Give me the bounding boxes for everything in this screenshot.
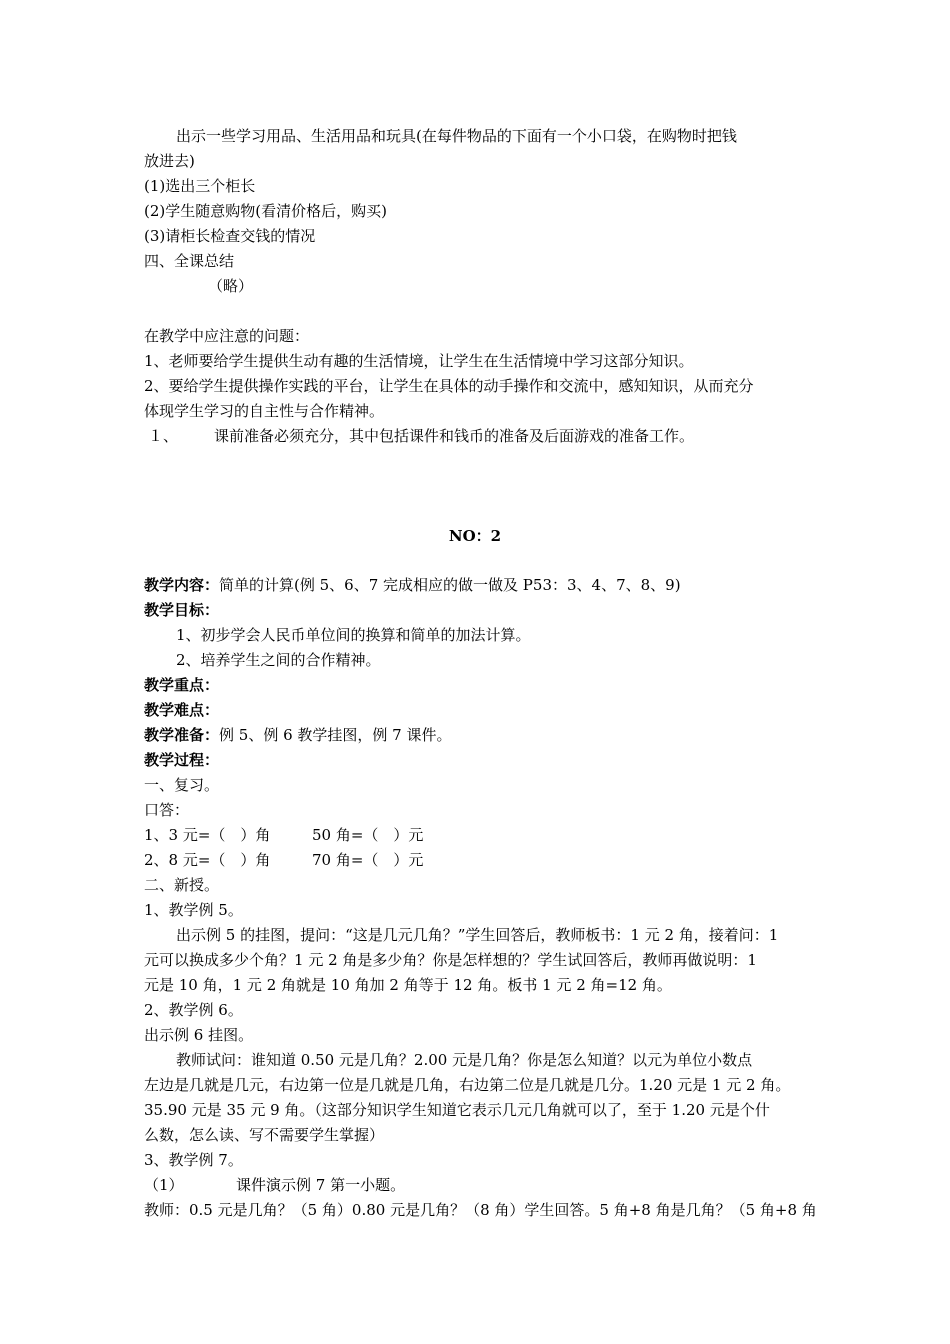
section-title: NO：2 [448, 527, 502, 545]
teaching-content-label: 教学内容： [144, 576, 220, 594]
note-1: 1、老师要给学生提供生动有趣的生活情境，让学生在生活情境中学习这部分知识。 [144, 352, 694, 370]
question-1a: 1、3 元=（ ）角 [144, 826, 271, 844]
example-7-title: 3、教学例 7。 [144, 1151, 243, 1169]
summary-heading: 四、全课总结 [144, 252, 235, 270]
review-heading: 一、复习。 [144, 776, 220, 794]
note-3-text: 课前准备必须充分，其中包括课件和钱币的准备及后面游戏的准备工作。 [214, 427, 695, 445]
question-row-2 [144, 850, 824, 870]
step-1: (1)选出三个柜长 [144, 177, 256, 195]
question-2a: 2、8 元=（ ）角 [144, 851, 271, 869]
teaching-content-text: 简单的计算(例 5、6、7 完成相应的做一做及 P53：3、4、7、8、9) [219, 576, 681, 594]
example-6-title: 2、教学例 6。 [144, 1001, 243, 1019]
example-5-title: 1、教学例 5。 [144, 901, 243, 919]
new-lesson-heading: 二、新授。 [144, 876, 220, 894]
goal-2: 2、培养学生之间的合作精神。 [176, 651, 381, 669]
intro-line-2: 放进去) [144, 152, 195, 170]
oral-answer-label: 口答： [144, 801, 190, 819]
goal-1: 1、初步学会人民币单位间的换算和简单的加法计算。 [176, 626, 531, 644]
notes-heading: 在教学中应注意的问题： [144, 327, 310, 345]
note-3-number: １、 [148, 427, 179, 445]
teaching-goal-label: 教学目标： [144, 601, 220, 619]
teaching-prep-text: 例 5、例 6 教学挂图，例 7 课件。 [219, 726, 452, 744]
teaching-prep-label: 教学准备： [144, 726, 220, 744]
question-row-1 [144, 825, 824, 845]
step-3: (3)请柜长检查交钱的情况 [144, 227, 316, 245]
example-7-step-number: （1） [144, 1176, 184, 1194]
example-5-line-2: 元可以换成多少个角？1 元 2 角是多少角？你是怎样想的？学生试回答后，教师再做说明：1 [144, 951, 757, 969]
note-3 [144, 426, 824, 446]
example-5-line-3: 元是 10 角，1 元 2 角就是 10 角加 2 角等于 12 角。板书 1 元 2 角=12 角。 [144, 976, 672, 994]
example-6-line-2: 左边是几就是几元，右边第一位是几就是几角，右边第二位是几就是几分。1.20 元是 1 元 2 角。 [144, 1076, 791, 1094]
teaching-process-label: 教学过程： [144, 751, 220, 769]
question-1b: 50 角=（ ）元 [312, 826, 424, 844]
key-point-label: 教学重点： [144, 676, 220, 694]
summary-body: （略） [208, 277, 254, 295]
example-6-line-4: 么数，怎么读、写不需要学生掌握） [144, 1126, 385, 1144]
example-7-line-1: 教师：0.5 元是几角？（5 角）0.80 元是几角？（8 角）学生回答。5 角+8 角是几角？（5 角+8 角 [144, 1201, 817, 1219]
step-2: (2)学生随意购物(看清价格后，购买) [144, 202, 387, 220]
example-6-show: 出示例 6 挂图。 [144, 1026, 254, 1044]
example-6-line-3: 35.90 元是 35 元 9 角。（这部分知识学生知道它表示几元几角就可以了，至于 1.20 元是个什 [144, 1101, 770, 1119]
example-7-step-1 [144, 1175, 824, 1195]
example-7-step-text: 课件演示例 7 第一小题。 [236, 1176, 406, 1194]
example-6-line-1: 教师试问：谁知道 0.50 元是几角？2.00 元是几角？你是怎么知道？以元为单位小数点 [176, 1051, 753, 1069]
note-2-line-1: 2、要给学生提供操作实践的平台，让学生在具体的动手操作和交流中，感知知识，从而充分 [144, 377, 754, 395]
question-2b: 70 角=（ ）元 [312, 851, 424, 869]
note-2-line-2: 体现学生学习的自主性与合作精神。 [144, 402, 385, 420]
intro-line-1: 出示一些学习用品、生活用品和玩具(在每件物品的下面有一个小口袋，在购物时把钱 [176, 127, 737, 145]
teaching-prep [144, 725, 824, 745]
example-5-line-1: 出示例 5 的挂图，提问：“这是几元几角？”学生回答后，教师板书：1 元 2 角，接着问：1 [176, 926, 779, 944]
difficulty-label: 教学难点： [144, 701, 220, 719]
teaching-content [144, 575, 824, 595]
